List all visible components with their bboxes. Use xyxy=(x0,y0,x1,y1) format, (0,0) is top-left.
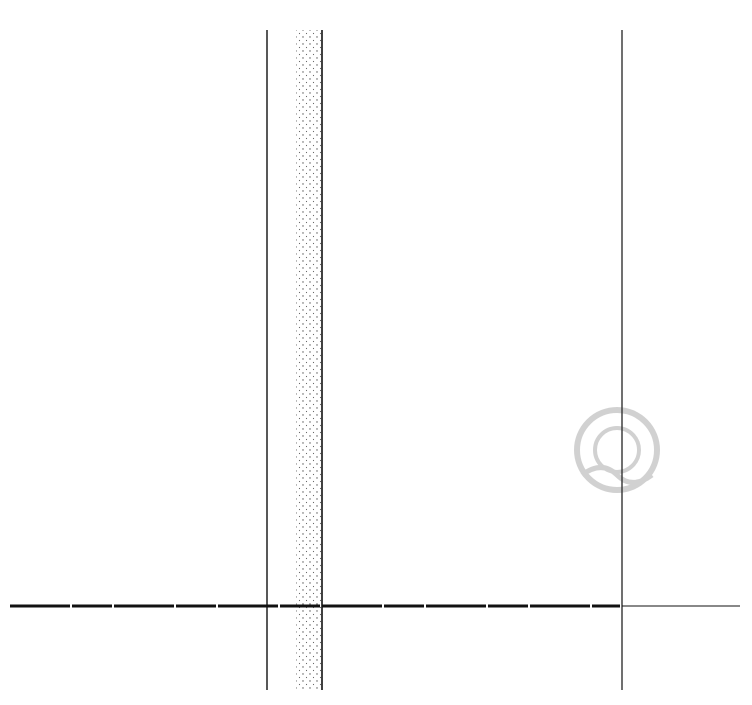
footer-label xyxy=(410,691,478,705)
footer-label xyxy=(684,691,752,705)
footer-label xyxy=(0,691,68,705)
footer-watermark-row xyxy=(0,691,752,705)
footer-label xyxy=(68,691,136,705)
footer-label xyxy=(137,691,205,705)
mississippi-deq-watermark xyxy=(562,395,672,545)
footer-label xyxy=(273,691,341,705)
footer-label xyxy=(615,691,683,705)
lithology-column xyxy=(267,30,322,690)
footer-label xyxy=(479,691,547,705)
footer-label xyxy=(547,691,615,705)
footer-label xyxy=(205,691,273,705)
footer-label xyxy=(342,691,410,705)
deq-seal-icon xyxy=(562,395,672,505)
